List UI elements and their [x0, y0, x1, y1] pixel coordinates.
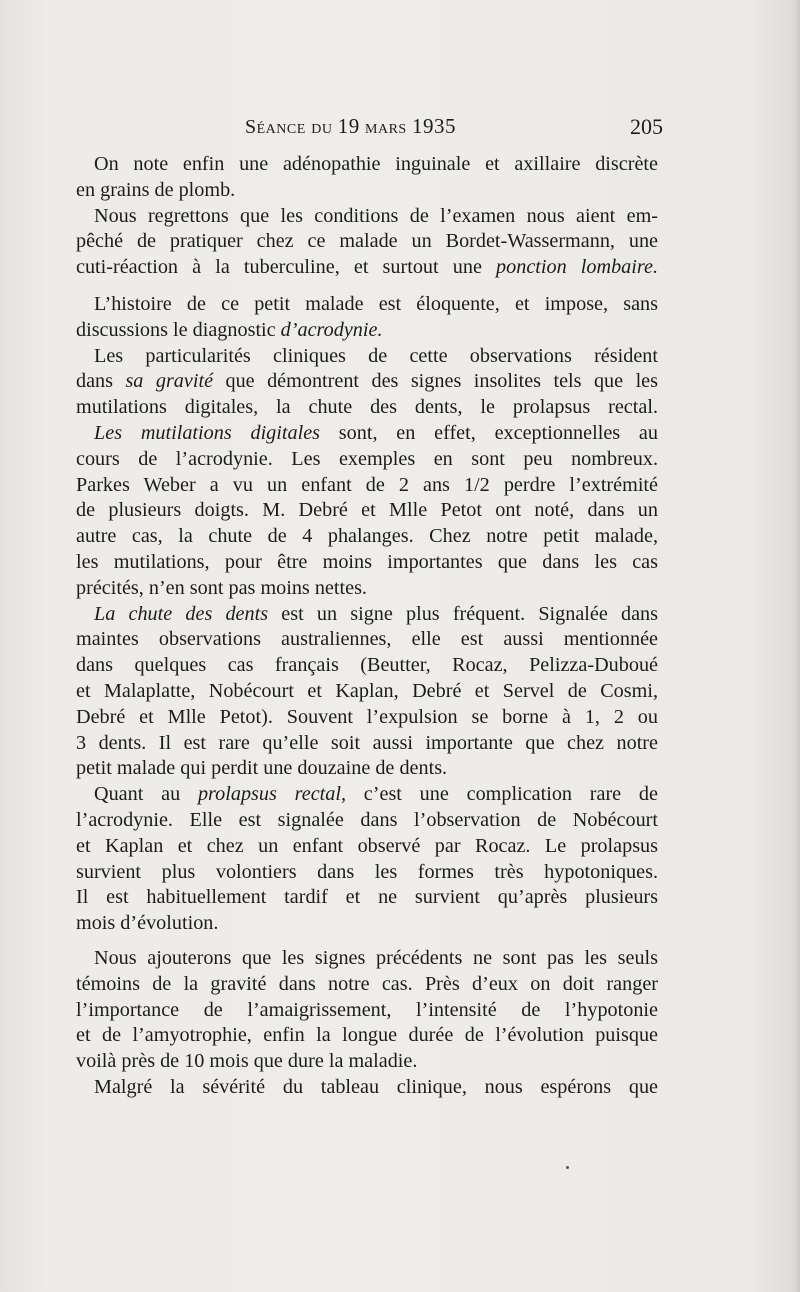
text-line: autre cas, la chute de 4 phalanges. Chez notre petit malade,	[76, 525, 658, 548]
running-head-month: mars	[365, 116, 407, 138]
text-line: L’histoire de ce petit malade est éloquente, et impose, sans	[94, 292, 658, 315]
text-line: Il est habituellement tardif et ne survient qu’après plusieurs	[76, 886, 658, 909]
text-line: témoins de la gravité dans notre cas. Près d’eux on doit ranger	[76, 972, 658, 995]
text-line: Debré et Mlle Petot). Souvent l’expulsion se borne à 1, 2 ou	[76, 705, 658, 728]
text-fragment: c’est une complication rare de	[346, 783, 658, 806]
text-line: l’acrodynie. Elle est signalée dans l’observation de Nobécourt	[76, 808, 658, 831]
text-line: de plusieurs doigts. M. Debré et Mlle Petot ont noté, dans un	[76, 499, 658, 522]
body-text	[76, 152, 658, 1101]
running-head-seance: Séance du	[245, 116, 333, 138]
paragraph	[76, 782, 658, 937]
page-edge-shadow	[794, 0, 800, 1292]
text-line: dans quelques cas français (Beutter, Rocaz, Pelizza-Duboué	[76, 654, 658, 677]
text-line: pêché de pratiquer chez ce malade un Bordet-Wassermann, une	[76, 230, 658, 253]
text-line: précités, n’en sont pas moins nettes.	[76, 576, 367, 599]
text-line: On note enfin une adénopathie inguinale et axillaire discrète	[94, 153, 658, 175]
text-line: Nous ajouterons que les signes précédents ne sont pas les seuls	[94, 946, 658, 969]
text-line: et Kaplan et chez un enfant observé par Rocaz. Le prolapsus	[76, 834, 658, 857]
text-line: et de l’amyotrophie, enfin la longue durée de l’évolution puisque	[76, 1024, 658, 1047]
text-fragment: que démontrent des signes insolites tels que les	[213, 370, 658, 393]
paper-speck	[566, 1166, 569, 1169]
text-line: mutilations digitales, la chute des dents, le prolapsus rectal.	[76, 396, 658, 419]
page-number: 205	[630, 114, 663, 139]
text-line: discussions le diagnostic	[76, 318, 281, 341]
paragraph	[76, 292, 658, 344]
text-fragment: est un signe plus fréquent. Signalée dans	[268, 602, 659, 625]
text-line: les mutilations, pour être moins importantes que dans les cas	[76, 550, 658, 573]
paragraph	[76, 946, 658, 1075]
page-header	[0, 114, 800, 144]
text-line: voilà près de 10 mois que dure la maladie.	[76, 1050, 418, 1073]
text-fragment: Quant au	[94, 783, 198, 806]
text-line: mois d’évolution.	[76, 912, 219, 935]
text-line: 3 dents. Il est rare qu’elle soit aussi importante que chez notre	[76, 731, 658, 754]
italic-phrase: ponction lombaire.	[496, 256, 658, 279]
running-head-year: 1935	[411, 114, 456, 138]
italic-phrase: Les mutilations digitales	[94, 421, 321, 444]
text-line: cours de l’acrodynie. Les exemples en sont peu nombreux.	[76, 447, 658, 470]
italic-phrase: sa gravité	[125, 370, 214, 393]
paragraph	[76, 1075, 658, 1101]
text-line: cuti-réaction à la tuberculine, et surtout une	[76, 256, 497, 279]
paragraph	[76, 602, 658, 783]
italic-phrase: d’acrodynie.	[280, 318, 383, 341]
running-head	[245, 114, 456, 139]
paragraph	[76, 344, 658, 421]
text-line: Malgré la sévérité du tableau clinique, nous espérons que	[94, 1075, 658, 1098]
text-fragment: sont, en effet, exceptionnelles au	[320, 421, 658, 444]
text-line: survient plus volontiers dans les formes très hypotoniques.	[76, 860, 658, 883]
italic-phrase: La chute des dents	[94, 602, 269, 625]
text-line: Parkes Weber a vu un enfant de 2 ans 1/2 perdre l’extrémité	[76, 473, 658, 496]
paragraph	[76, 204, 658, 281]
text-line: en grains de plomb.	[76, 178, 236, 201]
text-fragment: dans	[76, 370, 126, 393]
text-line: Nous regrettons que les conditions de l’examen nous aient em-	[94, 204, 658, 227]
text-line: l’importance de l’amaigrissement, l’intensité de l’hypotonie	[76, 998, 658, 1021]
paragraph	[76, 152, 658, 204]
text-line: et Malaplatte, Nobécourt et Kaplan, Debré et Servel de Cosmi,	[76, 679, 658, 702]
text-line: petit malade qui perdit une douzaine de dents.	[76, 757, 448, 780]
text-line: Les particularités cliniques de cette observations résident	[94, 344, 658, 367]
paragraph	[76, 421, 658, 602]
text-line: maintes observations australiennes, elle est aussi mentionnée	[76, 628, 658, 651]
running-head-day: 19	[337, 114, 360, 138]
italic-phrase: prolapsus rectal,	[197, 783, 347, 806]
